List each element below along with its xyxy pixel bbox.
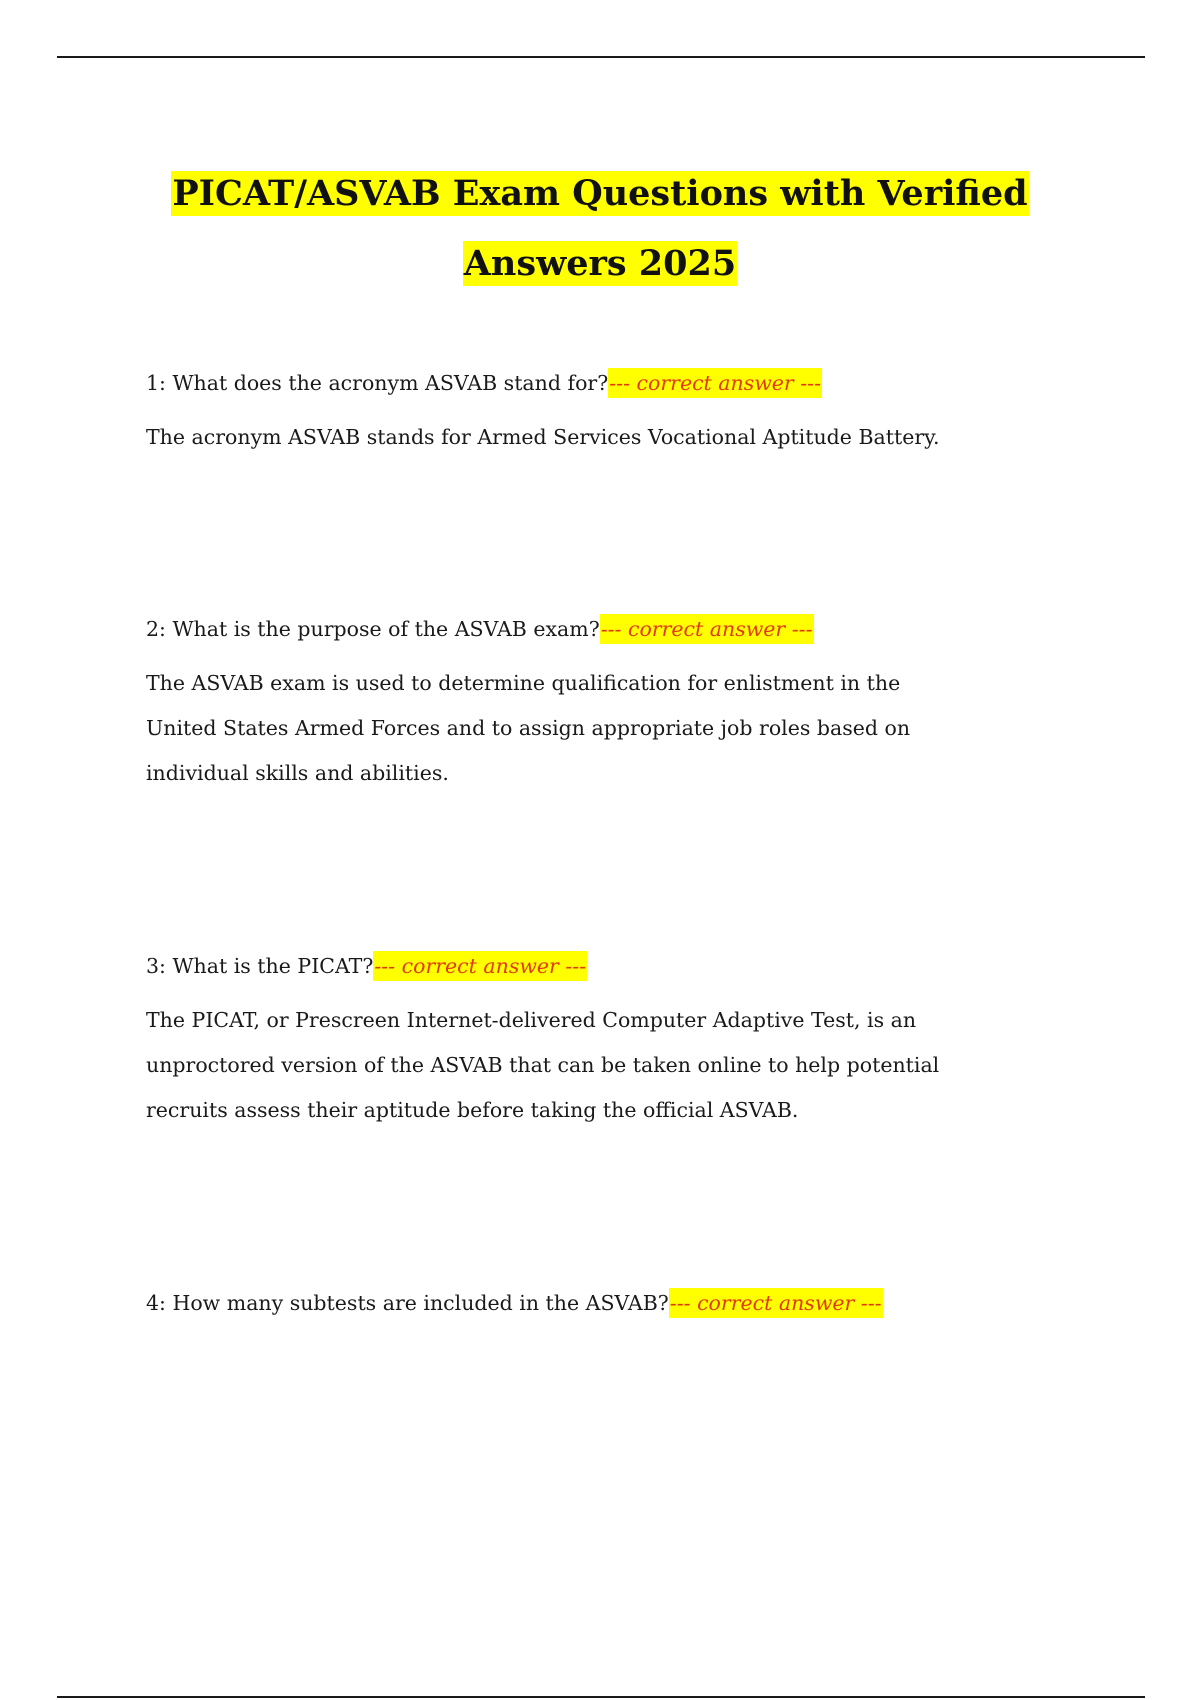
title-line-1: PICAT/ASVAB Exam Questions with Verified <box>172 173 1028 215</box>
header-rule <box>57 56 1145 58</box>
answer-line: The acronym ASVAB stands for Armed Services Vocational Aptitude Battery. <box>146 425 940 449</box>
qa-item-2 <box>146 614 1106 796</box>
correct-answer-marker: --- correct answer --- <box>373 951 587 981</box>
question-2 <box>146 614 1106 644</box>
correct-answer-marker: --- correct answer --- <box>608 368 822 398</box>
answer-line: The PICAT, or Prescreen Internet-delivered Computer Adaptive Test, is an <box>146 1008 917 1032</box>
footer-rule <box>57 1696 1145 1698</box>
document-title <box>0 159 1200 299</box>
qa-item-3 <box>146 951 1106 1133</box>
answer-1 <box>146 415 1106 460</box>
qa-item-1 <box>146 368 1106 460</box>
question-text: 3: What is the PICAT? <box>146 954 374 978</box>
title-line-2: Answers 2025 <box>463 243 737 285</box>
correct-answer-marker: --- correct answer --- <box>669 1288 883 1318</box>
answer-line: unproctored version of the ASVAB that can be taken online to help potential <box>146 1053 940 1077</box>
qa-item-4 <box>146 1288 1106 1318</box>
question-text: 2: What is the purpose of the ASVAB exam? <box>146 617 600 641</box>
answer-2 <box>146 661 1106 796</box>
correct-answer-marker: --- correct answer --- <box>600 614 814 644</box>
question-4 <box>146 1288 1106 1318</box>
answer-3 <box>146 998 1106 1133</box>
answer-line: The ASVAB exam is used to determine qualification for enlistment in the <box>146 671 901 695</box>
answer-line: individual skills and abilities. <box>146 761 449 785</box>
answer-line: recruits assess their aptitude before taking the official ASVAB. <box>146 1098 799 1122</box>
question-3 <box>146 951 1106 981</box>
answer-line: United States Armed Forces and to assign appropriate job roles based on <box>146 716 911 740</box>
question-text: 4: How many subtests are included in the ASVAB? <box>146 1291 669 1315</box>
question-1 <box>146 368 1106 398</box>
question-text: 1: What does the acronym ASVAB stand for? <box>146 371 609 395</box>
